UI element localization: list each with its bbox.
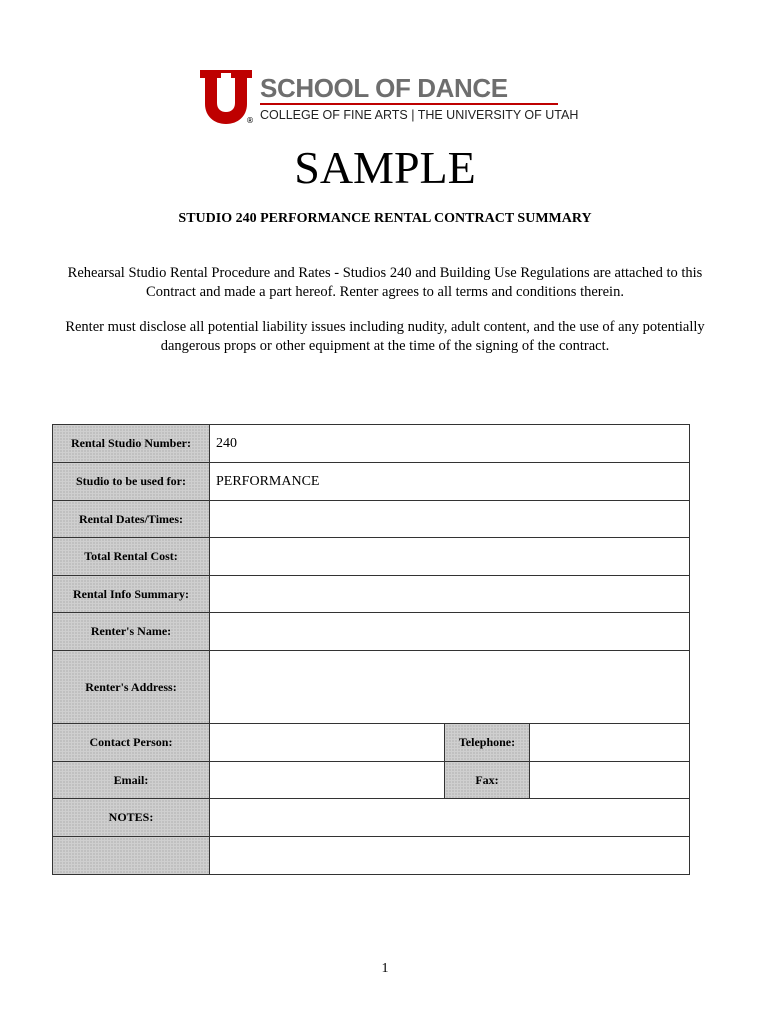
rental-dates-label: Rental Dates/Times: xyxy=(53,501,210,538)
studio-use-field[interactable]: PERFORMANCE xyxy=(210,463,690,501)
email-field[interactable] xyxy=(210,762,445,799)
renter-name-label: Renter's Name: xyxy=(53,613,210,651)
rental-contract-form xyxy=(52,424,690,875)
renter-address-label: Renter's Address: xyxy=(53,651,210,724)
rental-studio-number-label: Rental Studio Number: xyxy=(53,425,210,463)
fax-label: Fax: xyxy=(445,762,530,799)
telephone-field[interactable] xyxy=(530,724,690,762)
form-row xyxy=(53,613,690,651)
notes-field[interactable] xyxy=(210,799,690,837)
notes-label: NOTES: xyxy=(53,799,210,837)
notes-label-continued xyxy=(53,837,210,875)
sample-watermark-title: SAMPLE xyxy=(294,142,476,193)
rental-studio-number-field[interactable]: 240 xyxy=(210,425,690,463)
total-cost-field[interactable] xyxy=(210,538,690,576)
contact-person-field[interactable] xyxy=(210,724,445,762)
form-row xyxy=(53,501,690,538)
contact-person-label: Contact Person: xyxy=(53,724,210,762)
renter-name-field[interactable] xyxy=(210,613,690,651)
logo-subtitle: COLLEGE OF FINE ARTS | THE UNIVERSITY OF UTAH xyxy=(260,108,579,122)
notes-field-continued[interactable] xyxy=(210,837,690,875)
telephone-label: Telephone: xyxy=(445,724,530,762)
fax-field[interactable] xyxy=(530,762,690,799)
form-row xyxy=(53,837,690,875)
form-row xyxy=(53,724,690,762)
rental-dates-field[interactable] xyxy=(210,501,690,538)
registered-mark: ® xyxy=(246,116,254,125)
terms-paragraph: Rehearsal Studio Rental Procedure and Rates - Studios 240 and Building Use Regulations are attached to this Contract and made a part hereof. Renter agrees to all terms and conditions therein. xyxy=(67,265,703,300)
info-summary-field[interactable] xyxy=(210,576,690,613)
logo-divider xyxy=(260,103,558,105)
form-row xyxy=(53,538,690,576)
form-row xyxy=(53,576,690,613)
page-number: 1 xyxy=(381,961,389,976)
email-label: Email: xyxy=(53,762,210,799)
form-row xyxy=(53,762,690,799)
disclosure-paragraph: Renter must disclose all potential liability issues including nudity, adult content, and the use of any potentially dangerous props or other equipment at the time of the signing of the contract. xyxy=(65,319,705,354)
form-row xyxy=(53,463,690,501)
document-heading: STUDIO 240 PERFORMANCE RENTAL CONTRACT SUMMARY xyxy=(178,211,592,226)
total-cost-label: Total Rental Cost: xyxy=(53,538,210,576)
form-row xyxy=(53,425,690,463)
studio-use-label: Studio to be used for: xyxy=(53,463,210,501)
school-of-dance-logo xyxy=(200,70,579,126)
logo-title: SCHOOL OF DANCE xyxy=(260,73,508,103)
form-row xyxy=(53,799,690,837)
info-summary-label: Rental Info Summary: xyxy=(53,576,210,613)
form-row xyxy=(53,651,690,724)
renter-address-field[interactable] xyxy=(210,651,690,724)
university-of-utah-u-logo-icon xyxy=(200,70,252,124)
